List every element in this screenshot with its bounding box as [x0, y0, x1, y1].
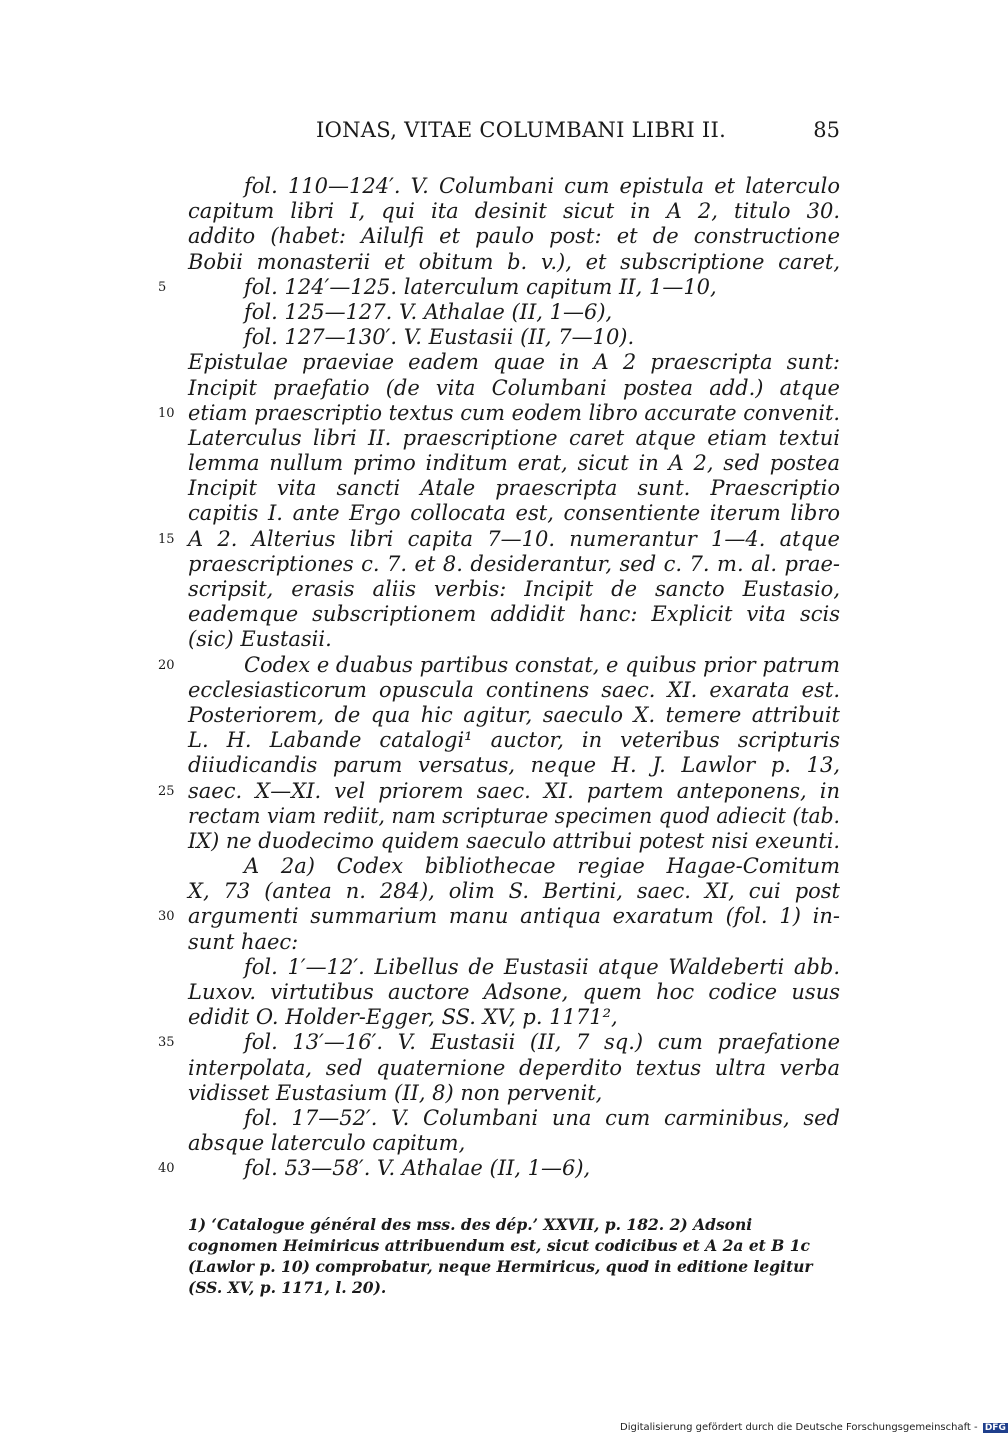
line-text: rectam viam rediit, nam scripturae specimen quod adiecit (tab. — [188, 803, 840, 828]
line-text: IX) ne duodecimo quidem saeculo attribui potest nisi exeunti. — [188, 828, 840, 853]
text-line — [158, 526, 840, 552]
line-number: 35 — [158, 1035, 175, 1051]
running-header — [188, 118, 840, 148]
line-text: etiam praescriptio textus cum eodem libro accurate convenit. — [188, 400, 840, 425]
text-line — [158, 1156, 840, 1181]
text-line — [188, 627, 840, 652]
line-text: fol. 110—124′. V. Columbani cum epistula et laterculo — [244, 174, 840, 198]
line-text: Incipit praefatio (de vita Columbani postea add.) atque — [188, 375, 840, 400]
text-line — [188, 602, 840, 627]
text-line — [188, 224, 840, 249]
line-text: fol. 1′—12′. Libellus de Eustasii atque Waldeberti abb. — [244, 954, 840, 979]
line-text: (sic) Eustasii. — [188, 627, 332, 652]
line-text: fol. 17—52′. V. Columbani una cum carminibus, sed — [244, 1105, 840, 1130]
line-text: fol. 124′—125. laterculum capitum II, 1—10, — [244, 274, 717, 299]
footnote-line: cognomen Heimiricus attribuendum est, sicut codicibus et A 2a et B 1c — [188, 1236, 810, 1255]
line-text: ecclesiasticorum opuscula continens saec. XI. exarata est. — [188, 677, 840, 702]
text-line — [158, 778, 840, 804]
page-number: 85 — [813, 118, 840, 142]
text-line — [188, 804, 840, 829]
line-text: scripsit, erasis aliis verbis: Incipit de sancto Eustasio, — [188, 577, 840, 601]
text-line — [188, 955, 840, 980]
line-text: eademque subscriptionem addidit hanc: Explicit vita scis — [188, 602, 840, 627]
line-text: X, 73 (antea n. 284), olim S. Bertini, saec. XI, cui post — [188, 879, 840, 904]
line-text: Laterculus libri II. praescriptione caret atque etiam textui — [188, 425, 840, 450]
line-text: edidit O. Holder-Egger, SS. XV, p. 1171², — [188, 1005, 618, 1030]
text-line — [188, 879, 840, 904]
line-text: L. H. Labande catalogi¹ auctor, in veteribus scripturis — [188, 728, 840, 753]
text-line — [188, 678, 840, 703]
line-text: Epistulae praeviae eadem quae in A 2 praescripta sunt: — [188, 350, 840, 375]
text-line — [188, 174, 840, 199]
line-text: A 2. Alterius libri capita 7—10. numerantur 1—4. atque — [188, 526, 840, 551]
text-line — [188, 376, 840, 401]
line-text: fol. 13′—16′. V. Eustasii (II, 7 sq.) cum praefatione — [244, 1030, 840, 1055]
text-line — [188, 300, 840, 325]
line-number: 15 — [158, 531, 175, 547]
text-line — [188, 577, 840, 602]
line-text: Bobii monasterii et obitum b. v.), et subscriptione caret, — [188, 249, 840, 274]
credit-text: Digitalisierung gefördert durch die Deutsche Forschungsgemeinschaft - — [620, 1422, 978, 1433]
line-text: Codex e duabus partibus constat, e quibus prior patrum — [244, 652, 840, 677]
text-line — [188, 728, 840, 753]
text-line — [188, 501, 840, 526]
text-line — [188, 1131, 840, 1156]
text-line — [158, 274, 840, 300]
footnote-line: (Lawlor p. 10) comprobatur, neque Hermiricus, quod in editione legitur — [188, 1257, 813, 1276]
dfg-logo: DFG — [984, 1423, 1006, 1433]
text-line — [188, 350, 840, 375]
line-text: diiudicandis parum versatus, neque H. J. Lawlor p. 13, — [188, 753, 840, 778]
line-number: 20 — [158, 657, 175, 673]
text-line — [188, 1081, 840, 1106]
line-text: Posteriorem, de qua hic agitur, saeculo X. temere attribuit — [188, 702, 840, 727]
text-line — [188, 552, 840, 577]
line-text: lemma nullum primo inditum erat, sicut in A 2, sed postea — [188, 451, 840, 476]
line-text: capitis I. ante Ergo collocata est, consentiente iterum libro — [188, 501, 840, 526]
line-text: saec. X—XI. vel priorem saec. XI. partem anteponens, in — [188, 778, 840, 803]
text-line — [188, 930, 840, 955]
text-line — [188, 250, 840, 275]
line-text: Incipit vita sancti Atale praescripta sunt. Praescriptio — [188, 476, 840, 501]
line-number: 30 — [158, 909, 175, 925]
line-text: A 2a) Codex bibliothecae regiae Hagae-Comitum — [244, 854, 840, 879]
text-line — [188, 476, 840, 501]
text-line — [188, 426, 840, 451]
digitization-credit — [620, 1422, 1008, 1433]
line-number: 25 — [158, 783, 175, 799]
line-text: absque laterculo capitum, — [188, 1131, 466, 1156]
line-text: praescriptiones c. 7. et 8. desiderantur, sed c. 7. m. al. prae- — [188, 551, 840, 576]
text-line — [188, 854, 840, 879]
footnote-line: 1) ‘Catalogue général des mss. des dép.’ XXVII, p. 182. 2) Adsoni — [188, 1215, 753, 1234]
text-line — [188, 980, 840, 1005]
text-line — [188, 199, 840, 224]
main-text — [158, 174, 840, 1182]
line-text: vidisset Eustasium (II, 8) non pervenit, — [188, 1080, 603, 1105]
text-line — [188, 1056, 840, 1081]
line-text: addito (habet: Ailulfi et paulo post: et de constructione — [188, 224, 840, 249]
line-text: fol. 125—127. V. Athalae (II, 1—6), — [244, 299, 613, 324]
footnote-line: (SS. XV, p. 1171, l. 20). — [188, 1278, 387, 1297]
text-line — [188, 753, 840, 778]
footnotes — [188, 1214, 840, 1298]
line-text: sunt haec: — [188, 929, 299, 954]
text-line — [188, 1106, 840, 1131]
line-text: argumenti summarium manu antiqua exaratum (fol. 1) in- — [188, 904, 840, 929]
text-line — [158, 1030, 840, 1055]
line-text: interpolata, sed quaternione deperdito textus ultra verba — [188, 1055, 840, 1080]
line-text: capitum libri I, qui ita desinit sicut in A 2, titulo 30. — [188, 199, 840, 224]
running-title: IONAS, VITAE COLUMBANI LIBRI II. — [316, 118, 727, 142]
text-line — [188, 451, 840, 476]
text-line — [158, 652, 840, 678]
line-text: fol. 127—130′. V. Eustasii (II, 7—10). — [244, 325, 635, 350]
line-number: 10 — [158, 405, 175, 421]
line-number: 40 — [158, 1161, 175, 1177]
text-line — [188, 703, 840, 728]
text-line — [158, 400, 840, 426]
text-line — [158, 904, 840, 929]
line-text: fol. 53—58′. V. Athalae (II, 1—6), — [244, 1156, 591, 1181]
text-line — [188, 1005, 840, 1030]
text-line — [188, 325, 840, 350]
line-text: Luxov. virtutibus auctore Adsone, quem hoc codice usus — [188, 980, 840, 1004]
text-line — [188, 829, 840, 854]
line-number: 5 — [158, 279, 167, 295]
